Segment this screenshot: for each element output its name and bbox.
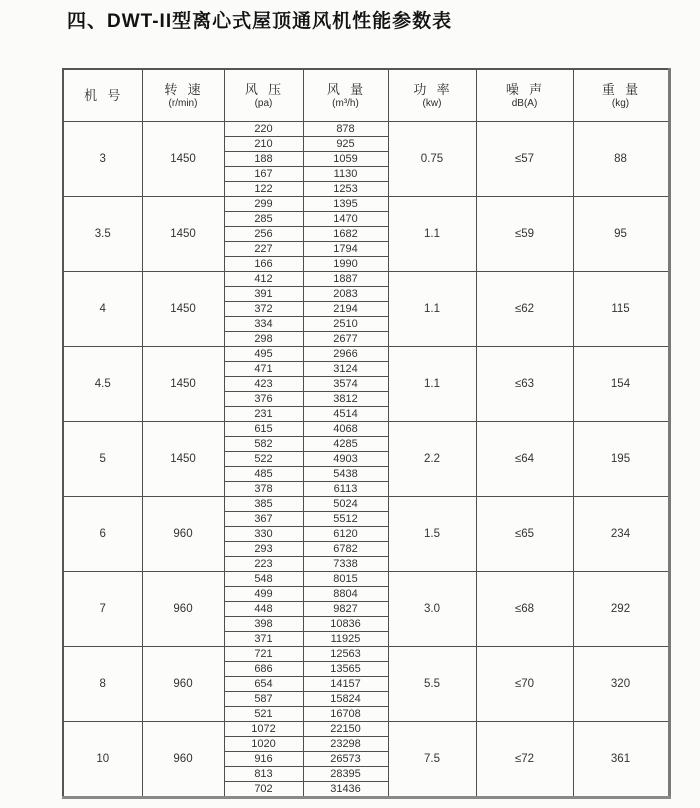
- pressure-cell: 378: [224, 482, 303, 497]
- volume-cell: 28395: [303, 767, 388, 782]
- volume-cell: 22150: [303, 722, 388, 737]
- volume-cell: 12563: [303, 647, 388, 662]
- table-row: [63, 647, 669, 662]
- power-cell: 1.1: [388, 272, 476, 347]
- volume-cell: 6120: [303, 527, 388, 542]
- weight-cell: 88: [573, 122, 669, 197]
- volume-cell: 1470: [303, 212, 388, 227]
- header-pressure-label: 风 压: [244, 81, 283, 97]
- header-volume-label: 风 量: [326, 81, 365, 97]
- pressure-cell: 227: [224, 242, 303, 257]
- header-speed-label: 转 速: [164, 81, 202, 97]
- header-pressure: [224, 69, 303, 122]
- volume-cell: 4903: [303, 452, 388, 467]
- pressure-cell: 521: [224, 707, 303, 722]
- pressure-cell: 334: [224, 317, 303, 332]
- header-weight-unit: (kg): [611, 97, 630, 109]
- volume-cell: 8804: [303, 587, 388, 602]
- pressure-cell: 495: [224, 347, 303, 362]
- pressure-cell: 367: [224, 512, 303, 527]
- table-row: [63, 722, 669, 737]
- header-noise-label: 噪 声: [505, 81, 544, 97]
- volume-cell: 7338: [303, 557, 388, 572]
- pressure-cell: 371: [224, 632, 303, 647]
- pressure-cell: 587: [224, 692, 303, 707]
- noise-cell: ≤57: [476, 122, 573, 197]
- volume-cell: 14157: [303, 677, 388, 692]
- pressure-cell: 686: [224, 662, 303, 677]
- speed-cell: 960: [142, 647, 224, 722]
- pressure-cell: 299: [224, 197, 303, 212]
- noise-cell: ≤63: [476, 347, 573, 422]
- model-cell: 6: [63, 497, 142, 572]
- volume-cell: 1990: [303, 257, 388, 272]
- table-row: [63, 422, 669, 437]
- volume-cell: 925: [303, 137, 388, 152]
- power-cell: 1.5: [388, 497, 476, 572]
- header-noise-unit: dB(A): [511, 97, 538, 109]
- power-cell: 1.1: [388, 347, 476, 422]
- volume-cell: 1395: [303, 197, 388, 212]
- model-cell: 10: [63, 722, 142, 798]
- header-model-label: 机 号: [84, 87, 122, 103]
- pressure-cell: 721: [224, 647, 303, 662]
- pressure-cell: 220: [224, 122, 303, 137]
- header-model: [63, 69, 142, 122]
- noise-cell: ≤64: [476, 422, 573, 497]
- fan-table-body: [63, 122, 669, 798]
- table-header: [63, 69, 669, 122]
- noise-cell: ≤70: [476, 647, 573, 722]
- volume-cell: 13565: [303, 662, 388, 677]
- pressure-cell: 223: [224, 557, 303, 572]
- header-noise: [476, 69, 573, 122]
- pressure-cell: 231: [224, 407, 303, 422]
- pressure-cell: 256: [224, 227, 303, 242]
- noise-cell: ≤62: [476, 272, 573, 347]
- table-row: [63, 572, 669, 587]
- volume-cell: 1794: [303, 242, 388, 257]
- pressure-cell: 210: [224, 137, 303, 152]
- speed-cell: 960: [142, 572, 224, 647]
- volume-cell: 6113: [303, 482, 388, 497]
- pressure-cell: 372: [224, 302, 303, 317]
- header-power-label: 功 率: [413, 81, 451, 97]
- header-volume-unit: (m³/h): [332, 97, 359, 109]
- pressure-cell: 485: [224, 467, 303, 482]
- pressure-cell: 285: [224, 212, 303, 227]
- model-cell: 3.5: [63, 197, 142, 272]
- model-cell: 8: [63, 647, 142, 722]
- header-pressure-unit: (pa): [254, 97, 273, 109]
- volume-cell: 2677: [303, 332, 388, 347]
- volume-cell: 2966: [303, 347, 388, 362]
- weight-cell: 154: [573, 347, 669, 422]
- volume-cell: 31436: [303, 782, 388, 798]
- volume-cell: 5438: [303, 467, 388, 482]
- speed-cell: 960: [142, 497, 224, 572]
- volume-cell: 5024: [303, 497, 388, 512]
- pressure-cell: 654: [224, 677, 303, 692]
- model-cell: 4.5: [63, 347, 142, 422]
- pressure-cell: 398: [224, 617, 303, 632]
- weight-cell: 292: [573, 572, 669, 647]
- weight-cell: 115: [573, 272, 669, 347]
- header-weight-label: 重 量: [601, 81, 640, 97]
- pressure-cell: 423: [224, 377, 303, 392]
- pressure-cell: 448: [224, 602, 303, 617]
- noise-cell: ≤68: [476, 572, 573, 647]
- pressure-cell: 167: [224, 167, 303, 182]
- speed-cell: 1450: [142, 272, 224, 347]
- power-cell: 1.1: [388, 197, 476, 272]
- volume-cell: 9827: [303, 602, 388, 617]
- pressure-cell: 376: [224, 392, 303, 407]
- noise-cell: ≤65: [476, 497, 573, 572]
- weight-cell: 361: [573, 722, 669, 798]
- page-title: 四、DWT-II型离心式屋顶通风机性能参数表: [67, 11, 453, 32]
- pressure-cell: 330: [224, 527, 303, 542]
- pressure-cell: 391: [224, 287, 303, 302]
- volume-cell: 15824: [303, 692, 388, 707]
- speed-cell: 1450: [142, 197, 224, 272]
- volume-cell: 11925: [303, 632, 388, 647]
- pressure-cell: 702: [224, 782, 303, 798]
- volume-cell: 4068: [303, 422, 388, 437]
- volume-cell: 2194: [303, 302, 388, 317]
- volume-cell: 23298: [303, 737, 388, 752]
- volume-cell: 16708: [303, 707, 388, 722]
- volume-cell: 3574: [303, 377, 388, 392]
- volume-cell: 2510: [303, 317, 388, 332]
- model-cell: 3: [63, 122, 142, 197]
- pressure-cell: 293: [224, 542, 303, 557]
- volume-cell: 8015: [303, 572, 388, 587]
- table-row: [63, 497, 669, 512]
- pressure-cell: 522: [224, 452, 303, 467]
- header-speed-unit: (r/min): [168, 97, 198, 109]
- header-speed: [142, 69, 224, 122]
- pressure-cell: 166: [224, 257, 303, 272]
- volume-cell: 1887: [303, 272, 388, 287]
- noise-cell: ≤72: [476, 722, 573, 798]
- fan-performance-table: [62, 68, 671, 799]
- header-row: [63, 69, 669, 122]
- power-cell: 5.5: [388, 647, 476, 722]
- speed-cell: 1450: [142, 122, 224, 197]
- pressure-cell: 548: [224, 572, 303, 587]
- header-weight: [573, 69, 669, 122]
- pressure-cell: 188: [224, 152, 303, 167]
- weight-cell: 195: [573, 422, 669, 497]
- pressure-cell: 412: [224, 272, 303, 287]
- volume-cell: 4514: [303, 407, 388, 422]
- table-row: [63, 272, 669, 287]
- table-row: [63, 197, 669, 212]
- volume-cell: 1059: [303, 152, 388, 167]
- speed-cell: 1450: [142, 347, 224, 422]
- volume-cell: 878: [303, 122, 388, 137]
- pressure-cell: 1072: [224, 722, 303, 737]
- speed-cell: 1450: [142, 422, 224, 497]
- power-cell: 0.75: [388, 122, 476, 197]
- weight-cell: 234: [573, 497, 669, 572]
- noise-cell: ≤59: [476, 197, 573, 272]
- table-row: [63, 122, 669, 137]
- volume-cell: 1253: [303, 182, 388, 197]
- volume-cell: 1682: [303, 227, 388, 242]
- pressure-cell: 122: [224, 182, 303, 197]
- speed-cell: 960: [142, 722, 224, 798]
- power-cell: 3.0: [388, 572, 476, 647]
- weight-cell: 95: [573, 197, 669, 272]
- volume-cell: 3124: [303, 362, 388, 377]
- pressure-cell: 298: [224, 332, 303, 347]
- volume-cell: 10836: [303, 617, 388, 632]
- pressure-cell: 582: [224, 437, 303, 452]
- power-cell: 2.2: [388, 422, 476, 497]
- volume-cell: 1130: [303, 167, 388, 182]
- model-cell: 4: [63, 272, 142, 347]
- header-power: [388, 69, 476, 122]
- volume-cell: 4285: [303, 437, 388, 452]
- table-row: [63, 347, 669, 362]
- pressure-cell: 615: [224, 422, 303, 437]
- pressure-cell: 916: [224, 752, 303, 767]
- pressure-cell: 813: [224, 767, 303, 782]
- header-volume: [303, 69, 388, 122]
- pressure-cell: 499: [224, 587, 303, 602]
- volume-cell: 5512: [303, 512, 388, 527]
- pressure-cell: 1020: [224, 737, 303, 752]
- header-power-unit: (kw): [422, 97, 442, 109]
- weight-cell: 320: [573, 647, 669, 722]
- pressure-cell: 385: [224, 497, 303, 512]
- model-cell: 7: [63, 572, 142, 647]
- volume-cell: 3812: [303, 392, 388, 407]
- model-cell: 5: [63, 422, 142, 497]
- volume-cell: 6782: [303, 542, 388, 557]
- volume-cell: 2083: [303, 287, 388, 302]
- volume-cell: 26573: [303, 752, 388, 767]
- power-cell: 7.5: [388, 722, 476, 798]
- pressure-cell: 471: [224, 362, 303, 377]
